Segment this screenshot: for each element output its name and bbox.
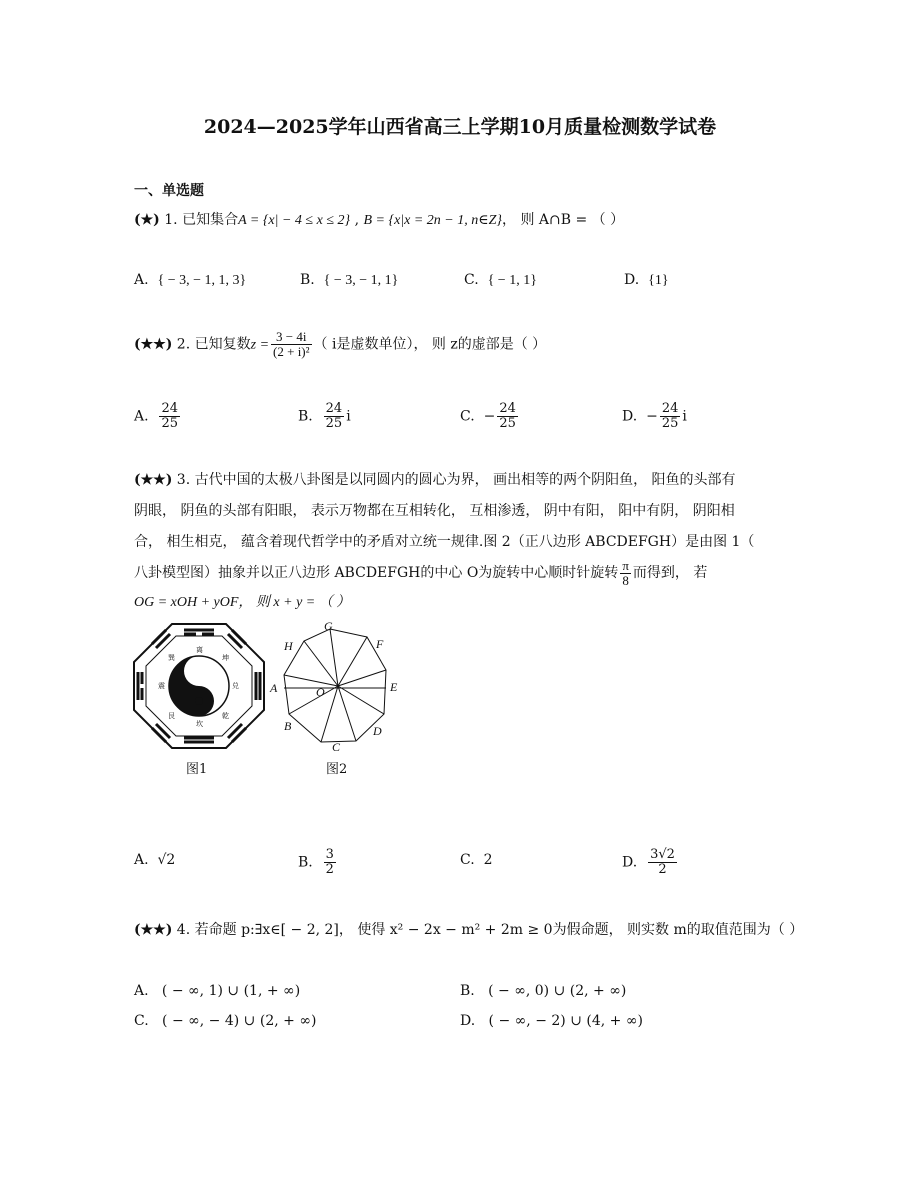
vertex-label: B (284, 719, 292, 733)
difficulty-stars: (★) (134, 212, 160, 228)
vertex-label: G (324, 619, 333, 633)
figure-2-caption: 图2 (326, 762, 348, 777)
vertex-label: C (332, 740, 341, 754)
question-2: (★★) 2. 已知复数z = $\frac{3 - 4i}{\text{(2 + i)²}}$ （ i是虚数单位）， 则 z的虚部是（ ） (134, 329, 547, 359)
figure-1-caption: 图1 (186, 762, 208, 777)
difficulty-stars: (★★) (134, 336, 173, 353)
trigram-label: 兑 (232, 682, 239, 690)
q2-option-b[interactable]: B. $\frac{24}{25}$ i (298, 401, 351, 431)
question-3-line-1: (★★) 3. 古代中国的太极八卦图是以同圆内的圆心为界， 画出相等的两个阴阳鱼， 阳鱼的头部有 (134, 472, 736, 488)
trigram-label: 震 (158, 682, 165, 690)
section-heading: 一、单选题 (134, 183, 204, 199)
question-4: (★★) 4. 若命题 p:∃x∈[ − 2, 2]， 使得 x² − 2x − m² + 2m ≥ 0为假命题， 则实数 m的取值范围为（ ） (134, 922, 804, 938)
trigram-label: 艮 (168, 712, 175, 720)
trigram-label: 坤 (222, 654, 229, 662)
q2-option-a[interactable]: A. $\frac{24}{25}$ (134, 401, 179, 431)
vertex-label: A (270, 681, 278, 695)
vertex-label: E (390, 680, 398, 694)
q3-option-c[interactable]: C. 2 (460, 852, 493, 868)
q3-option-a[interactable]: A. √2 (134, 852, 176, 868)
question-3-line-5: OG = xOH + yOF， 则 x + y = （ ） (134, 595, 351, 610)
question-3-line-4: 八卦模型图）抽象并以正八边形 ABCDEFGH的中心 O为旋转中心顺时针旋转 $\frac{\pi}{8}$ 而得到， 若 (134, 557, 708, 588)
q3-option-b[interactable]: B. $\frac{3}{2}$ (298, 847, 334, 877)
question-3-line-2: 阴眼， 阴鱼的头部有阳眼， 表示万物都在互相转化， 互相渗透， 阴中有阳， 阳中有阴， 阴阳相 (134, 503, 735, 519)
trigram-label: 坎 (196, 720, 203, 728)
difficulty-stars: (★★) (134, 472, 173, 488)
page-title: 2024—2025学年山西省高三上学期10月质量检测数学试卷 (203, 116, 717, 138)
q4-option-b[interactable]: B. ( − ∞, 0) ∪ (2, + ∞) (460, 983, 627, 999)
q2-option-c[interactable]: C. − $\frac{24}{25}$ (460, 401, 516, 431)
q2-option-d[interactable]: D. − $\frac{24}{25}$ i (622, 401, 687, 431)
trigram-label: 巽 (168, 654, 175, 662)
q1-option-c[interactable]: C. { − 1, 1} (464, 272, 537, 288)
set-a: A = {x| − 4 ≤ x ≤ 2} (238, 213, 351, 228)
trigram-label: 乾 (222, 712, 229, 720)
question-3-line-3: 合， 相生相克， 蕴含着现代哲学中的矛盾对立统一规律.图 2（正八边形 ABCDEFGH）是由图 1（ (134, 534, 755, 550)
vertex-label: D (373, 724, 382, 738)
q1-option-d[interactable]: D. {1} (624, 272, 669, 288)
q1-option-b[interactable]: B. { − 3, − 1, 1} (300, 272, 399, 288)
vertex-label: H (284, 639, 293, 653)
q1-option-a[interactable]: A. { − 3, − 1, 1, 3} (134, 272, 247, 288)
q4-option-d[interactable]: D. ( − ∞, − 2) ∪ (4, + ∞) (460, 1013, 643, 1029)
difficulty-stars: (★★) (134, 922, 173, 938)
question-1: (★) 1. 已知集合A = {x| − 4 ≤ x ≤ 2} , B = {x|x = 2n − 1, n∈Z}， 则 A∩B = （ ） (134, 212, 625, 228)
q4-option-c[interactable]: C. ( − ∞, − 4) ∪ (2, + ∞) (134, 1013, 317, 1029)
set-b: B = {x|x = 2n − 1, n∈Z} (363, 213, 503, 228)
q4-option-a[interactable]: A. ( − ∞, 1) ∪ (1, + ∞) (134, 983, 301, 999)
bagua-figure (132, 622, 266, 750)
trigram-label: 离 (196, 646, 203, 654)
center-label: O (316, 685, 325, 699)
complex-fraction: $\frac{3 - 4i}{\text{(2 + i)²}}$ (273, 329, 310, 359)
vertex-label: F (376, 637, 384, 651)
octagon-figure (266, 616, 410, 756)
q3-option-d[interactable]: D. $\frac{3√2}{2}$ (622, 847, 675, 877)
